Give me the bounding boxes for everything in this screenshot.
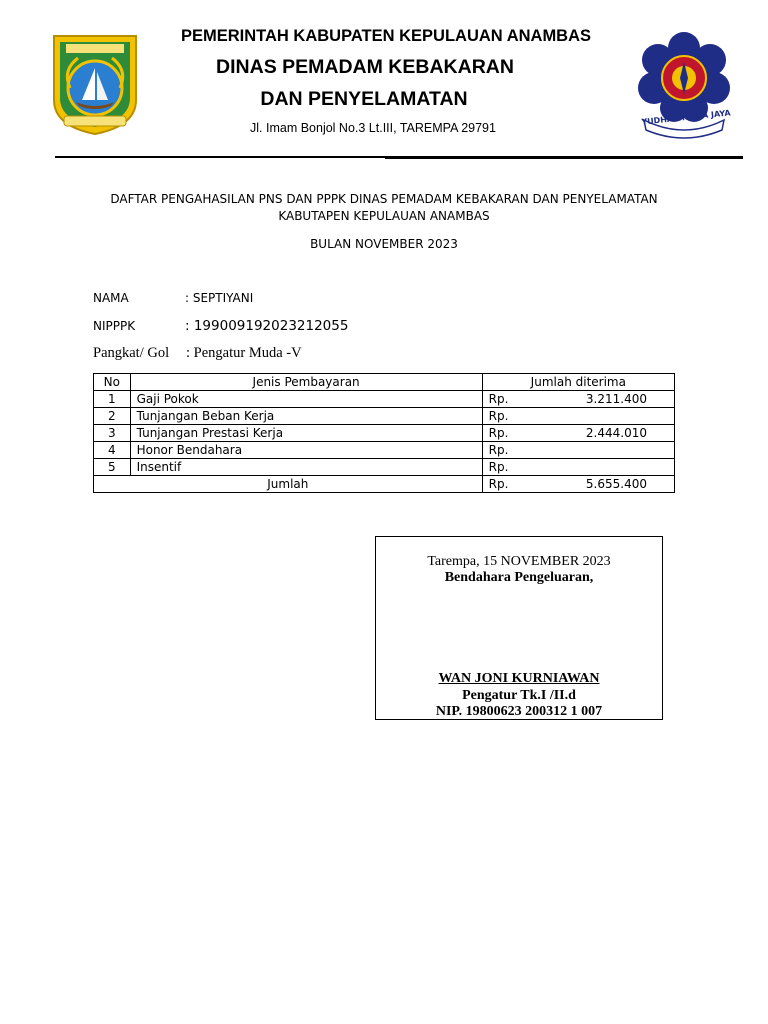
table-row [94, 425, 675, 442]
row-no: 5 [94, 459, 131, 476]
table-row [94, 459, 675, 476]
document-title-line1: DAFTAR PENGAHASILAN PNS DAN PPPK DINAS PEMADAM KEBAKARAN DAN PENYELAMATAN [110, 192, 658, 206]
document-title-line2: KABUTAPEN KEPULAUAN ANAMBAS [278, 209, 490, 223]
name-value: : SEPTIYANI [185, 291, 254, 305]
signature-place-date: Tarempa, 15 NOVEMBER 2023 [427, 554, 611, 569]
rank-value: : Pengatur Muda -V [186, 345, 302, 361]
document-period: BULAN NOVEMBER 2023 [310, 237, 458, 251]
rank-label: Pangkat/ Gol [93, 345, 170, 361]
row-jenis: Insentif [130, 459, 482, 476]
header-divider-left [55, 156, 385, 158]
table-header-row [94, 374, 675, 391]
row-jenis: Tunjangan Prestasi Kerja [130, 425, 482, 442]
row-jenis: Tunjangan Beban Kerja [130, 408, 482, 425]
table-row [94, 408, 675, 425]
signatory-name: WAN JONI KURNIAWAN [438, 671, 600, 686]
total-label: Jumlah [94, 476, 483, 493]
department-subheading: DAN PENYELAMATAN [260, 88, 468, 110]
row-currency: Rp. [488, 391, 509, 406]
row-currency: Rp. [488, 459, 509, 474]
total-amount: 5.655.400 [585, 476, 647, 491]
table-row [94, 391, 675, 408]
header-no: No [94, 374, 131, 391]
signatory-rank: Pengatur Tk.I /II.d [462, 688, 576, 703]
payment-table [93, 373, 675, 493]
name-label: NAMA [93, 291, 129, 305]
government-heading: PEMERINTAH KABUPATEN KEPULAUAN ANAMBAS [180, 27, 592, 45]
table-total-row [94, 476, 675, 493]
row-jenis: Gaji Pokok [130, 391, 482, 408]
signatory-nip: NIP. 19800623 200312 1 007 [435, 704, 603, 719]
row-currency: Rp. [488, 408, 509, 423]
header-jumlah: Jumlah diterima [482, 374, 674, 391]
header-jenis: Jenis Pembayaran [130, 374, 482, 391]
table-row [94, 442, 675, 459]
row-no: 1 [94, 391, 131, 408]
row-amount: 2.444.010 [585, 425, 647, 440]
row-currency: Rp. [488, 425, 509, 440]
row-no: 3 [94, 425, 131, 442]
row-no: 2 [94, 408, 131, 425]
row-amount: 3.211.400 [585, 391, 647, 406]
signature-role: Bendahara Pengeluaran, [444, 570, 594, 585]
office-address: Jl. Imam Bonjol No.3 Lt.III, TAREMPA 29791 [250, 121, 496, 135]
nip-value: : 199009192023212055 [185, 318, 349, 334]
row-currency: Rp. [488, 442, 509, 457]
row-no: 4 [94, 442, 131, 459]
row-jenis: Honor Bendahara [130, 442, 482, 459]
signature-box [375, 536, 663, 720]
header-divider-right [385, 156, 743, 159]
total-currency: Rp. [488, 476, 509, 491]
department-heading: DINAS PEMADAM KEBAKARAN [216, 56, 514, 78]
emblem-motto: YUDHA BRAMA JAYA [640, 108, 732, 127]
nip-label: NIPPPK [93, 319, 136, 333]
